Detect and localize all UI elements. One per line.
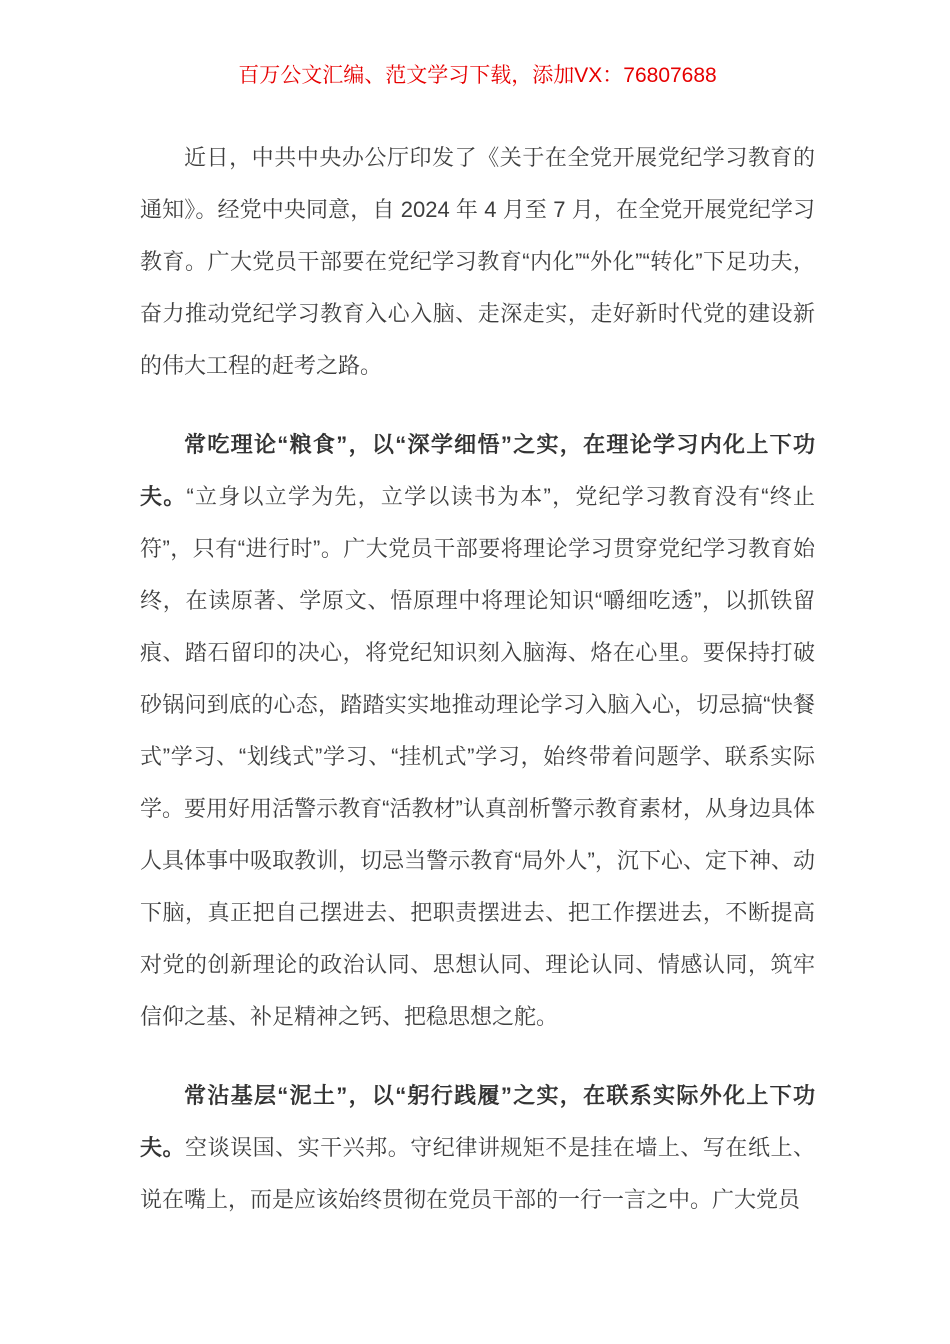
paragraph-theory-study [140,419,815,1043]
header-notice: 百万公文汇编、范文学习下载，添加VX：76807688 [238,64,717,87]
paragraph-intro [140,132,815,392]
paragraph-theory-study-text: “立身以立学为先，立学以读书为本”，党纪学习教育没有“终止符”，只有“进行时”。广大党员干部要将理论学习贯穿党纪学习教育始终，在读原著、学原文、悟原理中将理论知识“嚼细吃透”，以抓铁留痕、踏石留印的决心，将党纪知识刻入脑海、烙在心里。要保持打破砂锅问到底的心态，踏踏实实地推动理论学习入脑入心，切忌搞“快餐式”学习、“划线式”学习、“挂机式”学习，始终带着问题学、联系实际学。要用好用活警示教育“活教材”认真剖析警示教育素材，从身边具体人具体事中吸取教训，切忌当警示教育“局外人”，沉下心、定下神、动下脑，真正把自己摆进去、把职责摆进去、把工作摆进去，不断提高对党的创新理论的政治认同、思想认同、理论认同、情感认同，筑牢信仰之基、补足精神之钙、把稳思想之舵。 [140,484,815,1029]
paragraph-intro-text: 近日，中共中央办公厅印发了《关于在全党开展党纪学习教育的通知》。经党中央同意，自 2024 年 4 月至 7 月，在全党开展党纪学习教育。广大党员干部要在党纪学习教育“内化”“外化”“转化”下足功夫，奋力推动党纪学习教育入心入脑、走深走实，走好新时代党的建设新的伟大工程的赶考之路。 [140,145,815,378]
paragraph-grassroots-practice [140,1070,815,1226]
document-body [140,132,815,1226]
paragraph-theory-study-lead: 常吃理论“粮食”，以“深学细悟”之实，在理论学习内化上下功夫。 [140,432,815,509]
paragraph-grassroots-practice-text: 空谈误国、实干兴邦。守纪律讲规矩不是挂在墙上、写在纸上、说在嘴上，而是应该始终贯彻在党员干部的一行一言之中。广大党员 [140,1135,815,1212]
paragraph-grassroots-practice-lead: 常沾基层“泥土”，以“躬行践履”之实，在联系实际外化上下功夫。 [140,1083,815,1160]
